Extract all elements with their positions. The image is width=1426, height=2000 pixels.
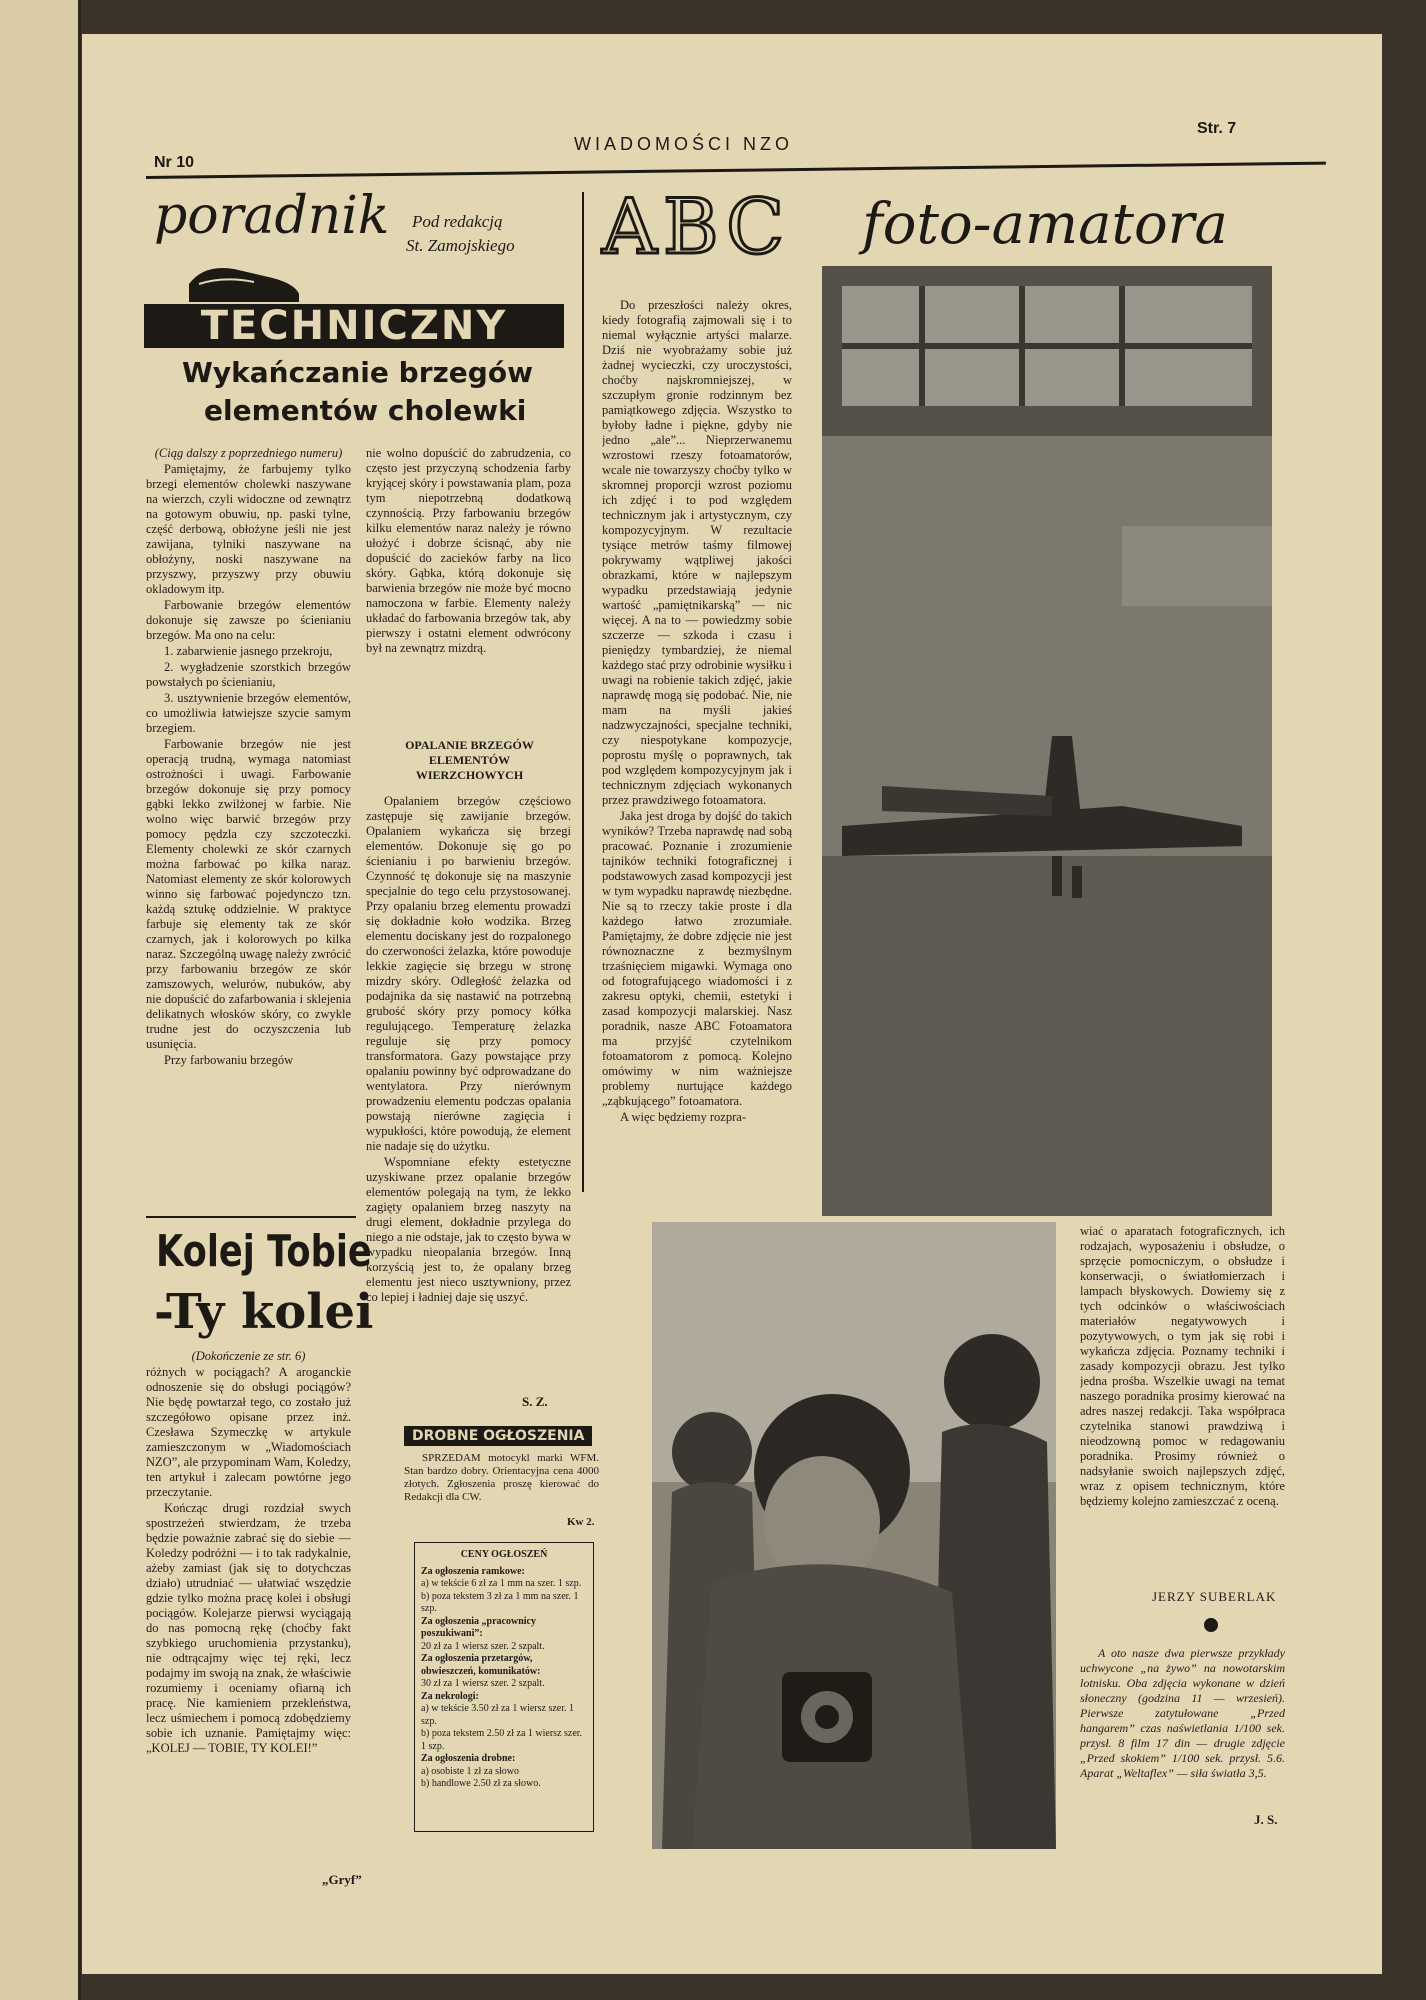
photo-before-hangar [822,266,1272,1216]
header-rule [146,162,1326,179]
article-title-line-1: Wykańczanie brzegów [182,356,533,389]
author: JERZY SUBERLAK [1152,1589,1277,1604]
paragraph: Jaka jest droga by dojść do takich wyników? Trzeba naprawdę nad sobą pracować. Poznanie i zrozumienie tajników techniki fotograficznej i podstawowych zasad kompozycji jest w tym wypadku naprawdę niezbędne. Nie są to rzeczy takie proste i dla każdego łatwo zrozumiałe. Pamiętajmy, że dobre zdjęcie nie jest równoznaczne z bezmyślnym trzaśnięciem migawki. Wymaga ono od fotografującego wiadomości i z zakresu optyki, chemii, estetyki i zasad kompozycji malarskiej. Nasz poradnik, nasze ABC Fotoamatora ma przyjść czytelnikom fotoamatorom z pomocą. Kolejno omówimy w nim ważniejsze problemy nurtujące każdego „ząbkującego” fotoamatora. [602,809,792,1108]
tech-column-1 [146,446,351,1206]
logo-bar: TECHNICZNY [144,304,564,348]
kolej-top-rule [146,1216,356,1218]
price-line: Za nekrologi: [421,1690,479,1702]
price-line: b) poza tekstem 3 zł za 1 mm na szer. 1 szp. [421,1590,579,1614]
abc-column-1 [602,298,792,1218]
price-line: a) w tekście 3.50 zł za 1 wiersz szer. 1 szp. [421,1703,574,1727]
masthead: WIADOMOŚCI NZO [574,134,793,154]
signature: S. Z. [522,1394,548,1409]
caption-signature: J. S. [1254,1812,1278,1827]
paragraph: Pamiętajmy, że farbujemy tylko brzegi elementów cholewki naszywane na wierzch, czyli widoczne od zewnątrz na gotowym obuwiu, np. paski tylne, część derbową, obłożyne jeśli nie jest zawijana, tylniki naszywane na obłożyny, noski naszywane na przyszwy, przyszwy przy obuwiu okladowym itp. [146,462,351,596]
price-line: Za ogłoszenia ramkowe: [421,1565,525,1577]
paragraph: Opalaniem brzegów częściowo zastępuje się zawijanie brzegów. Opalaniem wykańcza się brzegi elementów. Dokonuje się go po ścienianiu i po barwieniu brzegów. Czynność tę dokonuje się na maszynie specjalnie do tego celu przystosowanej. Przy opalaniu brzeg elementu prowadzi się dokładnie koło wodzika. Brzeg elementu dociskany jest do rozpalonego do czerwoności żelazka, które powoduje lekkie zagięcie się brzegu w stronę mizdry skóry. Odległość żelazka od podajnika da się nastawić na potrzebną grubość skóry przy pomocy kółka regulującego. Temperaturę żelazka reguluje się przy pomocy transformatora. Gazy powstające przy opalaniu powinny być odprowadzane do wentylatora. Przy nierównym prowadzeniu elementu podczas opalania powstają nierówne zagięcia i wypukłości, które powodują, że element nie nadaje się do użytku. [366,794,571,1153]
paragraph: Wspomniane efekty estetyczne uzyskiwane przez opalanie brzegów elementów polegają na tym, że lekko zagięty opalaniem brzeg naszyty na drugi element, dokładnie przylega do niego a nie odstaje, jak to często bywa w wypadku nieopalania brzegów. Inną korzyścią jest to, że opalany brzeg elementu jest nieco usztywniony, przez co lepiej i ładniej daje się uszyć. [366,1155,571,1304]
continued-note: (Dokończenie ze str. 6) [191,1349,306,1363]
price-line: a) osobiste 1 zł za słowo [421,1765,520,1777]
paragraph: A więc będziemy rozpra- [620,1110,746,1124]
page-number: Str. 7 [1197,120,1237,137]
paragraph: Przy farbowaniu brzegów [164,1053,294,1067]
price-line: a) w tekście 6 zł za 1 mm na szer. 1 szp. [421,1578,582,1589]
section-subhead: OPALANIE BRZEGÓW ELEMENTÓW WIERZCHOWYCH [405,738,534,782]
paragraph: nie wolno dopuścić do zabrudzenia, co często jest przyczyną schodzenia farby kryjącej skóry i powstawania plam, poza tym niepotrzebną dodatkową czynnością. Przy farbowaniu brzegów kilku elementów naraz należy je równo ułożyć i dobrze ścisnąć, aby nie dopuścić do zacieków farby na lico skóry. Gąbka, którą dokonuje się barwienia brzegów nie może być mocno namoczona w farbie. Elementy należy układać do farbowania brzegów tak, aby pierwszy i ostatni element odwrócony był na zewnątrz mizdrą. [366,446,571,655]
logo-script: poradnik [154,186,390,246]
adjacent-page-edge [0,0,81,2000]
ads-heading: DROBNE OGŁOSZENIA [404,1426,592,1446]
parachutists-scene [652,1222,1056,1849]
tech-column-2b [366,794,571,1394]
paragraph: Kończąc drugi rozdział swych spostrzeżeń stwierdzam, że trzeba będzie poważnie zabrać się do siebie — Koledzy podróżni — i to tak radykalnie, ażeby zamiast (jak się to dotychczas działo) utrudniać — ułatwiać wszędzie gdzie tylko można pracę kolei i obsługi pociągów. Kolejarze pierwsi wyciągają do nas pomocną rękę (choćby fakt szybkiego uruchomienia przystanku), nie odtrącajmy więc tej ręki, lecz podajmy im swoją na znak, że właściwie rozumiemy i oceniamy ofiarną ich pracę. Nie kamieniem przekleństwa, lecz uśmiechem i pomocą zdobędziemy sobie ich uznanie. Pamiętajmy więc: „KOLEJ — TOBIE, TY KOLEI!” [146,1501,351,1755]
price-line: Za ogłoszenia przetargów, obwieszczeń, komunikatów: [421,1653,541,1677]
ad-text [404,1452,599,1514]
ad-code: Kw 2. [567,1516,595,1528]
list-item: 1. zabarwienie jasnego przekroju, [164,644,333,658]
photo-before-jump [652,1222,1056,1849]
price-box [414,1542,594,1832]
photo-caption [1080,1646,1285,1796]
paragraph: wiać o aparatach fotograficznych, ich rodzajach, wyposażeniu i obsłudze, o sprzęcie pomocniczym, o obsłudze i konserwacji, o światłomierzach i lampach błyskowych. Dowiemy się z tych odcinków o właściwościach materiałów negatywowych i pozytywowych, o tym jak się robi i wykańcza zdjęcia. Poznamy techniki i zasady kompozycji obrazu. Jest tylko jedna prośba. Wszelkie uwagi na temat naszego poradnika prosimy kierować na adres naszej redakcji. Taka współpraca czytelnika stanowi prawdziwą i nieodzowną pomoc w redagowaniu poradnika. Prosimy również o nadsyłanie swoich najlepszych zdjęć, wraz z opisem technicznym, które będziemy kolejno zamieszczać z oceną. [1080,1224,1285,1508]
price-line: 30 zł za 1 wiersz szer. 2 szpalt. [421,1678,545,1689]
abc-title: ABC [602,182,791,271]
list-item: 3. usztywnienie brzegów elementów, co umożliwia łatwiejsze szycie samym brzegiem. [146,691,351,735]
editor-line-2: St. Zamojskiego [406,236,515,255]
kolej-column [146,1349,351,1869]
price-line: 20 zł za 1 wiersz szer. 2 szpalt. [421,1640,545,1652]
price-line: Za ogłoszenia „pracownicy poszukiwani”: [421,1615,536,1639]
issue-number: Nr 10 [154,154,195,171]
editor-line-1: Pod redakcją [412,212,503,231]
hangar-scene [822,266,1272,1216]
signature: „Gryf” [322,1872,362,1887]
paragraph: Do przeszłości należy okres, kiedy fotografią zajmowali się i to niemal wyłącznie artyści malarze. Dziś nie wyobrażamy sobie już żadnej wycieczki, czy uroczystości, choćby najskromniejszej, w szczupłym gronie rodzinnym bez pamiątkowego zdjęcia. Wszystko to byłoby ładne i piękne, gdyby nie jedno „ale”... Nieprzerwanemu wzrostowi rzeszy fotoamatorów, wcale nie towarzyszy choćby tylko w skromnej proporcji wzrost poziomu ich zdjęć i to pod względem technicznym jak i artystycznym, czy kompozycyjnym. W rezultacie tysiące metrów taśmy filmowej pokrywamy wątpliwej jakości obrazkami, które w najlepszym wypadku przedstawiają jedynie wartość „pamiętnikarską” — nic więcej. A na to — powiedzmy sobie szczerze — szkoda i czasu i pieniędzy tymbardziej, że niemal każdego stać przy odrobinie wysiłku i uwagi na robienie takich zdjęć, jakie naprawdę mogą się podobać. Nie, nie mam na myśli jakieś nadzwyczajności, specjalne techniki, czy niespotykane kompozycje, poprostu myślę o poprawnych, tak pod względem kompozycyjnym jak i technicznym zdjęciach wykonanych przez prawdziwego fotoamatora. [602,298,792,807]
price-line: Za ogłoszenia drobne: [421,1753,516,1764]
price-line: b) poza tekstem 2.50 zł za 1 wiersz szer. 1 szp. [421,1728,583,1752]
article-title-line-2: elementów cholewki [204,394,527,427]
kolej-title-1: Kolej Tobie [156,1226,372,1277]
list-item: 2. wygładzenie szorstkich brzegów powstałych po ścienianiu, [146,660,351,689]
continued-note: (Ciąg dalszy z poprzedniego numeru) [154,446,343,460]
price-line: b) handlowe 2.50 zł za słowo. [421,1778,541,1789]
kolej-title-2: -Ty kolei [154,1284,374,1340]
paragraph: Farbowanie brzegów nie jest operacją trudną, wymaga natomiast ostrożności i uwagi. Farbowanie brzegów dokonuje się przy pomocy gąbki lekko zwilżonej w farbie. Nie wolno więc barwić brzegów przy pomocy pędzla czy szczoteczki. Elementy cholewki ze skór czarnych można farbować po kilka naraz. Natomiast elementy ze skór kolorowych winno się farbować pojedynczo tzn. każdą sztukę oddzielnie. W praktyce farbuje się elementy tak ze skór czarnych, jak i kolorowych po kilka naraz. Szczególną uwagę należy zwrócić przy farbowaniu brzegów ze skór zamszowych, welurów, nubuków, aby nie dopuścić do zafarbowania i sklejenia delikatnych włosków skóry, co zwykle trudne jest do oczyszczenia lub usunięcia. [146,737,351,1051]
abc-column-2 [1080,1224,1285,1584]
separator-dot [1204,1618,1218,1632]
caption-text: A oto nasze dwa pierwsze przykłady uchwycone „na żywo” na nowotarskim lotnisku. Oba zdjęcia wykonane w dzień słoneczny (godzina 11 — wrzesień). Pierwsze zatytułowane „Przed hangarem” czas naświetlania 1/100 sek. przysł. 8 film 17 din — drugie zdjęcie „Przed skokiem” 1/100 sek. przysł. 5.6. Aparat „Weltaflex” — siła światła 3,5. [1080,1646,1285,1780]
column-divider [582,192,584,1192]
paragraph: Farbowanie brzegów elementów dokonuje się zawsze po ścienianiu brzegów. Ma ono na celu: [146,598,351,642]
paragraph: różnych w pociągach? A aroganckie odnoszenie się do obsługi pociągów? Nie będę powtarzał tego, co zostało już szczegółowo opisane przez inż. Czesława Szymeczkę w artykule zamieszczonym w „Wiadomościach NZO”, ale przypominam Wam, Koledzy, ten artykuł i zalecam powtórne jego przeczytanie. [146,1365,351,1499]
newspaper-page [82,34,1382,1974]
shoe-icon [184,254,304,309]
ad-paragraph: SPRZEDAM motocykl marki WFM. Stan bardzo dobry. Orientacyjna cena 4000 złotych. Zgłoszenia proszę kierować do Redakcji dla CW. [404,1452,599,1503]
prices-title: CENY OGŁOSZEŃ [460,1549,548,1560]
abc-subtitle: foto-amatora [862,192,1228,257]
tech-column-2 [366,446,571,736]
